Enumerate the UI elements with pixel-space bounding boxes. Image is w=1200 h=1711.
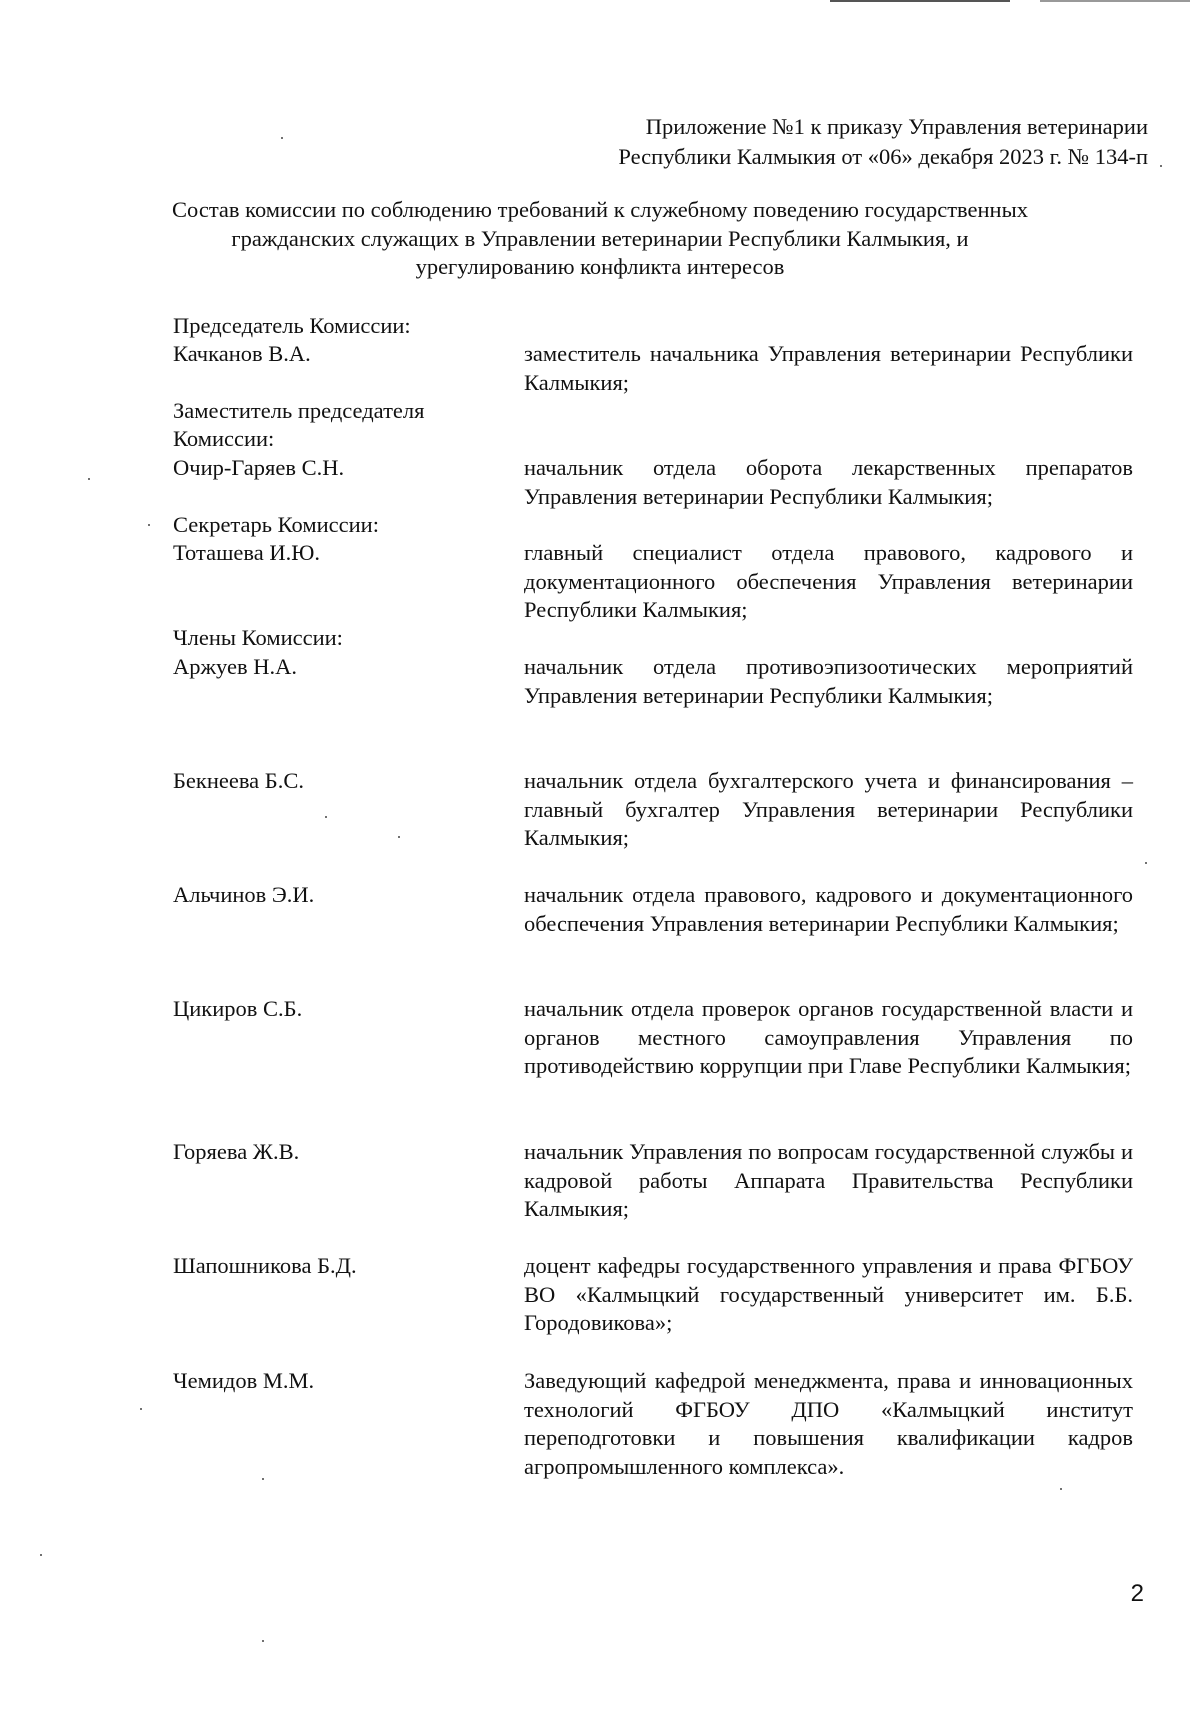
appendix-line: Республики Калмыкия от «06» декабря 2023 г. № 134-п [618,144,1148,169]
title-line: урегулированию конфликта интересов [415,254,785,279]
scan-speck [262,1640,264,1642]
member-position: начальник отдела проверок органов государственной власти и органов местного самоуправления Управления по противодействию коррупции при Главе Республики Калмыкия; [524,996,1133,1078]
scan-speck [1060,1488,1062,1490]
scan-speck [40,1554,42,1556]
scan-speck [398,836,400,838]
page-number: 2 [1130,1580,1144,1607]
appendix-line: Приложение №1 к приказу Управления ветеринарии [645,114,1148,139]
scan-speck [281,137,283,139]
document-title [150,196,1050,282]
member-name: Альчинов Э.И. [173,882,315,907]
member-position: заместитель начальника Управления ветеринарии Республики Калмыкия; [524,341,1133,395]
appendix-header [618,112,1148,172]
role-label-chairman: Председатель Комиссии: [173,313,411,338]
role-label-secretary: Секретарь Комиссии: [173,512,379,537]
member-name: Шапошникова Б.Д. [173,1253,357,1278]
scan-speck [140,1408,142,1410]
member-position: начальник отдела оборота лекарственных препаратов Управления ветеринарии Республики Калмыкия; [524,455,1133,509]
member-position: начальник Управления по вопросам государственной службы и кадровой работы Аппарата Правительства Республики Калмыкия; [524,1139,1133,1221]
member-name: Бекнеева Б.С. [173,768,304,793]
role-label-members: Члены Комиссии: [173,625,343,650]
title-line: Состав комиссии по соблюдению требований к служебному поведению государственных [172,197,1028,222]
member-position: главный специалист отдела правового, кадрового и документационного обеспечения Управления ветеринарии Республики Калмыкия; [524,540,1133,622]
role-label-deputy: Заместитель председателя [173,398,425,423]
member-name: Чемидов М.М. [173,1368,315,1393]
member-name: Качканов В.А. [173,341,311,366]
title-line: гражданских служащих в Управлении ветеринарии Республики Калмыкия, и [231,225,969,251]
scan-speck [88,478,90,480]
member-position: доцент кафедры государственного управления и права ФГБОУ ВО «Калмыцкий государственный университет им. Б.Б. Городовикова»; [524,1253,1133,1335]
scan-speck [325,816,327,818]
member-name: Аржуев Н.А. [173,654,297,679]
member-position: начальник отдела правового, кадрового и документационного обеспечения Управления ветеринарии Республики Калмыкия; [524,882,1133,936]
member-name: Тоташева И.Ю. [173,540,320,565]
scan-speck [262,1478,264,1480]
member-position: Заведующий кафедрой менеджмента, права и инновационных технологий ФГБОУ ДПО «Калмыцкий институт переподготовки и повышения квалификации кадров агропромышленного комплекса». [524,1368,1133,1479]
scan-speck [148,524,150,526]
role-label-deputy: Комиссии: [173,426,275,451]
member-position: начальник отдела бухгалтерского учета и финансирования – главный бухгалтер Управления ветеринарии Республики Калмыкия; [524,768,1133,850]
member-position: начальник отдела противоэпизоотических мероприятий Управления ветеринарии Республики Калмыкия; [524,654,1133,708]
member-name: Очир-Гаряев С.Н. [173,455,345,480]
scan-speck [1160,165,1162,167]
scan-speck [1145,862,1147,864]
scan-edge-line [830,0,1010,2]
member-name: Цикиров С.Б. [173,996,303,1021]
member-name: Горяева Ж.В. [173,1139,300,1164]
scan-edge-line [1040,0,1190,2]
